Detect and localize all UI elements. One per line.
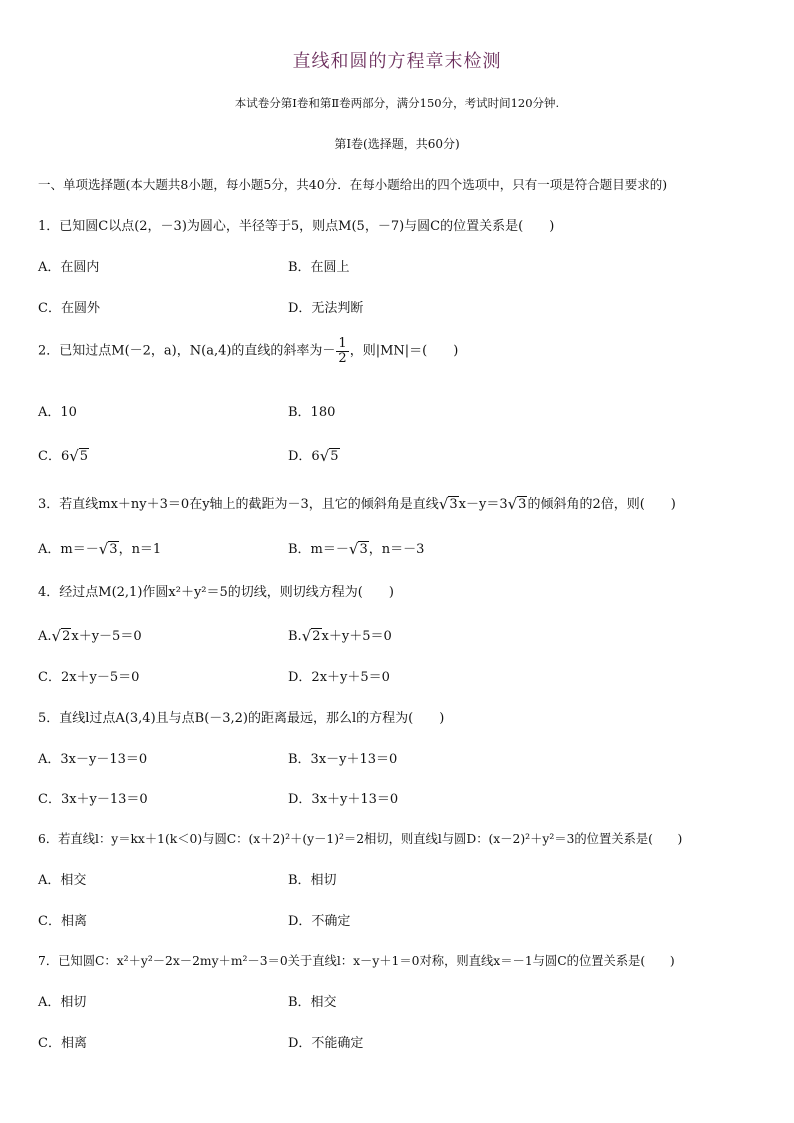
option-a-post: x＋y－5＝0: [71, 629, 142, 644]
option-a-pre: A.: [38, 629, 52, 644]
question-2-option-d: [288, 445, 340, 464]
option-c-coefficient: C．6: [38, 449, 70, 464]
question-7-stem: 7．已知圆C：x²＋y²－2x－2my＋m²－3＝0关于直线l：x－y＋1＝0对称，则直线x＝－1与圆C的位置关系是( ): [38, 954, 675, 968]
radicand: 3: [109, 542, 118, 557]
option-b-pre: B．m＝－: [288, 542, 349, 557]
question-4-option-a: [38, 625, 142, 644]
question-1-option-d: D．无法判断: [288, 301, 364, 316]
question-6-option-d: D．不确定: [288, 914, 351, 929]
document-title: 直线和圆的方程章末检测: [292, 51, 502, 72]
fraction-numerator: 1: [338, 336, 347, 351]
question-6-stem: 6．若直线l：y＝kx＋1(k＜0)与圆C：(x＋2)²＋(y－1)²＝2相切，则直线l与圆D：(x－2)²＋y²＝3的位置关系是( ): [38, 832, 683, 846]
option-a-post: ，n＝1: [118, 542, 162, 557]
sqrt-icon: √: [301, 627, 312, 645]
sqrt-icon: √: [438, 495, 449, 513]
radicand: 2: [62, 629, 71, 644]
question-2-stem-post: ，则|MN|＝( ): [349, 343, 459, 359]
question-4-option-c: C．2x＋y－5＝0: [38, 670, 140, 685]
question-1-option-c: C．在圆外: [38, 301, 100, 316]
question-1-option-b: B．在圆上: [288, 260, 350, 275]
part-heading: 一、单项选择题(本大题共8小题，每小题5分，共40分．在每小题给出的四个选项中，只有一项是符合题目要求的): [38, 177, 668, 192]
question-7-option-a: A．相切: [38, 995, 87, 1010]
question-7-option-c: C．相离: [38, 1036, 87, 1051]
question-4-option-d: D．2x＋y＋5＝0: [288, 670, 390, 685]
question-1-option-a: A．在圆内: [38, 260, 100, 275]
question-2-option-a: A．10: [38, 405, 77, 420]
option-b-pre: B.: [288, 629, 302, 644]
question-2-stem: [38, 337, 458, 365]
question-2-option-c: [38, 445, 89, 464]
question-7-option-b: B．相交: [288, 995, 337, 1010]
question-2-stem-pre: 2．已知过点M(－2，a)，N(a,4)的直线的斜率为－: [38, 343, 336, 359]
sqrt-icon: √: [507, 495, 518, 513]
question-2-option-b: B．180: [288, 405, 336, 420]
question-5-option-c: C．3x＋y－13＝0: [38, 792, 148, 807]
radicand: 2: [312, 629, 321, 644]
question-5-option-d: D．3x＋y＋13＝0: [288, 792, 399, 807]
section-heading: 第Ⅰ卷(选择题，共60分): [334, 137, 460, 151]
question-4-option-b: [288, 625, 392, 644]
question-4-stem: 4．经过点M(2,1)作圆x²＋y²＝5的切线，则切线方程为( ): [38, 585, 394, 600]
question-3-stem: [38, 493, 676, 512]
question-3-option-b: [288, 538, 424, 557]
question-5-stem: 5．直线l过点A(3,4)且与点B(－3,2)的距离最远，那么l的方程为( ): [38, 711, 445, 726]
question-5-option-b: B．3x－y＋13＝0: [288, 752, 398, 767]
question-6-option-c: C．相离: [38, 914, 87, 929]
question-3-stem-post: 的倾斜角的2倍，则( ): [527, 497, 676, 512]
option-b-post: ，n＝－3: [368, 542, 425, 557]
question-3-stem-mid: x－y＝3: [458, 497, 508, 512]
question-3-option-a: [38, 538, 161, 557]
fraction-denominator: 2: [338, 350, 347, 366]
sqrt-icon: √: [69, 447, 79, 465]
question-6-option-b: B．相切: [288, 873, 337, 888]
option-a-pre: A．m＝－: [38, 542, 99, 557]
exam-info: 本试卷分第Ⅰ卷和第Ⅱ卷两部分，满分150分，考试时间120分钟.: [234, 96, 560, 110]
sqrt-icon: √: [51, 627, 62, 645]
radicand: 3: [449, 497, 458, 512]
sqrt-icon: √: [319, 447, 330, 465]
radicand: 5: [330, 449, 339, 464]
question-6-option-a: A．相交: [38, 873, 87, 888]
question-1-stem: 1．已知圆C以点(2，－3)为圆心，半径等于5，则点M(5，－7)与圆C的位置关系是( ): [38, 219, 555, 234]
option-b-post: x＋y＋5＝0: [321, 629, 392, 644]
radicand: 3: [518, 497, 527, 512]
sqrt-icon: √: [98, 540, 109, 558]
question-3-stem-pre: 3．若直线mx＋ny＋3＝0在y轴上的截距为－3，且它的倾斜角是直线: [38, 497, 439, 512]
radicand: 5: [79, 449, 89, 464]
fraction: [336, 337, 348, 365]
question-5-option-a: A．3x－y－13＝0: [38, 752, 148, 767]
option-d-coefficient: D．6: [288, 449, 320, 464]
sqrt-icon: √: [348, 540, 359, 558]
radicand: 3: [359, 542, 368, 557]
question-7-option-d: D．不能确定: [288, 1036, 364, 1051]
